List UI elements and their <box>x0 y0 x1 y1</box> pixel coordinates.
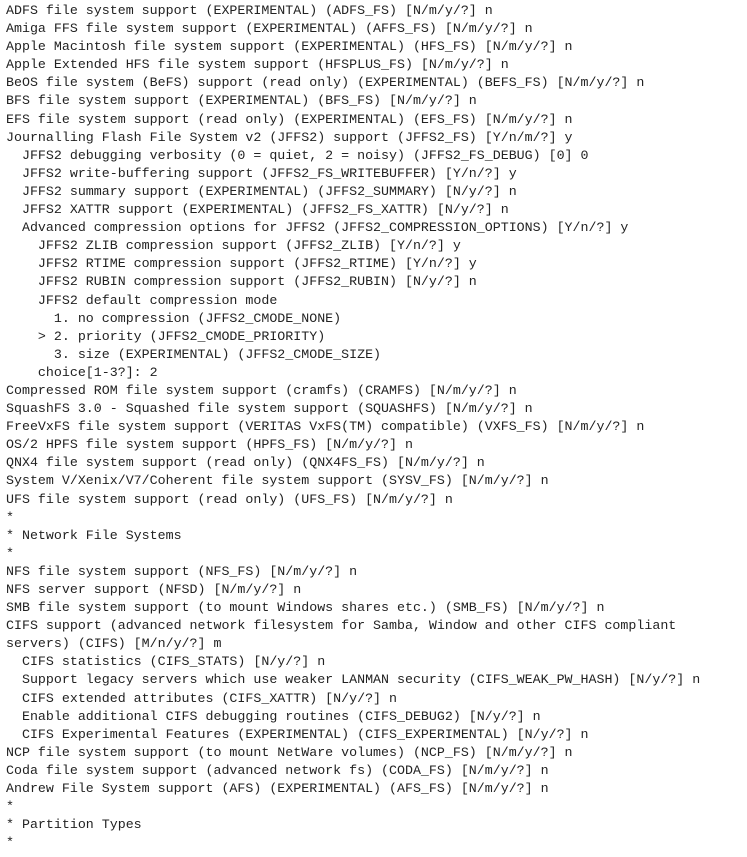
config-line-nfs: NFS file system support (NFS_FS) [N/m/y/?] n <box>6 563 358 579</box>
config-line-hpfs: OS/2 HPFS file system support (HPFS_FS) [N/m/y/?] n <box>6 437 413 453</box>
config-line-jffs2-rubin: JFFS2 RUBIN compression support (JFFS2_RUBIN) [N/y/?] n <box>6 274 477 290</box>
config-line-jffs2-debug: JFFS2 debugging verbosity (0 = quiet, 2 = noisy) (JFFS2_FS_DEBUG) [0] 0 <box>6 147 589 163</box>
choice-option-none: 1. no compression (JFFS2_CMODE_NONE) <box>6 310 342 326</box>
section-separator: * <box>6 799 14 815</box>
config-line-hfs: Apple Macintosh file system support (EXPERIMENTAL) (HFS_FS) [N/m/y/?] n <box>6 39 573 55</box>
config-line-jffs2-summary: JFFS2 summary support (EXPERIMENTAL) (JFFS2_SUMMARY) [N/y/?] n <box>6 183 517 199</box>
config-line-codafs: Coda file system support (advanced network fs) (CODA_FS) [N/m/y/?] n <box>6 762 549 778</box>
config-line-nfsd: NFS server support (NFSD) [N/m/y/?] n <box>6 582 302 597</box>
section-heading-partition-types: * Partition Types <box>6 817 142 833</box>
config-line-jffs2-xattr: JFFS2 XATTR support (EXPERIMENTAL) (JFFS2_FS_XATTR) [N/y/?] n <box>6 202 509 218</box>
config-line-cifs-debug2: Enable additional CIFS debugging routines (CIFS_DEBUG2) [N/y/?] n <box>6 708 541 724</box>
config-line-affs: Amiga FFS file system support (EXPERIMENTAL) (AFFS_FS) [N/m/y/?] n <box>6 21 533 37</box>
config-line-bfs: BFS file system support (EXPERIMENTAL) (BFS_FS) [N/m/y/?] n <box>6 93 477 109</box>
config-line-jffs2-writebuffer: JFFS2 write-buffering support (JFFS2_FS_WRITEBUFFER) [Y/n/?] y <box>6 165 517 181</box>
config-line-cifs-xattr: CIFS extended attributes (CIFS_XATTR) [N/y/?] n <box>6 690 397 706</box>
config-line-smbfs: SMB file system support (to mount Windows shares etc.) (SMB_FS) [N/m/y/?] n <box>6 600 605 616</box>
config-line-adfs: ADFS file system support (EXPERIMENTAL) (ADFS_FS) [N/m/y/?] n <box>6 3 493 18</box>
config-line-ufs: UFS file system support (read only) (UFS_FS) [N/m/y/?] n <box>6 491 453 507</box>
choice-option-priority: > 2. priority (JFFS2_CMODE_PRIORITY) <box>6 328 326 344</box>
config-line-qnx4fs: QNX4 file system support (read only) (QNX4FS_FS) [N/m/y/?] n <box>6 455 485 471</box>
config-line-cifs-stats: CIFS statistics (CIFS_STATS) [N/y/?] n <box>6 654 326 670</box>
config-line-cifs-experimental: CIFS Experimental Features (EXPERIMENTAL) (CIFS_EXPERIMENTAL) [N/y/?] n <box>6 726 589 742</box>
config-line-vxfs: FreeVxFS file system support (VERITAS VxFS(TM) compatible) (VXFS_FS) [N/m/y/?] n <box>6 419 645 435</box>
choice-prompt: choice[1-3?]: 2 <box>6 364 158 380</box>
config-line-jffs2-rtime: JFFS2 RTIME compression support (JFFS2_RTIME) [Y/n/?] y <box>6 256 477 272</box>
config-line-afs: Andrew File System support (AFS) (EXPERIMENTAL) (AFS_FS) [N/m/y/?] n <box>6 781 549 797</box>
config-line-squashfs: SquashFS 3.0 - Squashed file system support (SQUASHFS) [N/m/y/?] n <box>6 401 533 417</box>
section-heading-network-fs: * Network File Systems <box>6 527 182 543</box>
section-separator: * <box>6 509 14 525</box>
config-line-ncpfs: NCP file system support (to mount NetWare volumes) (NCP_FS) [N/m/y/?] n <box>6 744 573 760</box>
config-line-jffs2-cmode-heading: JFFS2 default compression mode <box>6 292 278 308</box>
config-line-efs: EFS file system support (read only) (EXPERIMENTAL) (EFS_FS) [N/m/y/?] n <box>6 111 573 127</box>
section-separator: * <box>6 545 14 561</box>
choice-option-size: 3. size (EXPERIMENTAL) (JFFS2_CMODE_SIZE) <box>6 346 382 362</box>
config-line-cramfs: Compressed ROM file system support (cramfs) (CRAMFS) [N/m/y/?] n <box>6 382 517 398</box>
config-line-jffs2-compression-options: Advanced compression options for JFFS2 (JFFS2_COMPRESSION_OPTIONS) [Y/n/?] y <box>6 220 629 236</box>
terminal-output <box>6 2 747 852</box>
config-line-cifs: CIFS support (advanced network filesystem for Samba, Window and other CIFS compliant <box>6 618 677 634</box>
config-line-hfsplus: Apple Extended HFS file system support (HFSPLUS_FS) [N/m/y/?] n <box>6 57 509 73</box>
config-line-cifs-weak-pw-hash: Support legacy servers which use weaker LANMAN security (CIFS_WEAK_PW_HASH) [N/y/?] n <box>6 672 701 688</box>
config-line-sysv: System V/Xenix/V7/Coherent file system support (SYSV_FS) [N/m/y/?] n <box>6 473 549 489</box>
config-line-jffs2-zlib: JFFS2 ZLIB compression support (JFFS2_ZLIB) [Y/n/?] y <box>6 238 461 254</box>
config-line-jffs2: Journalling Flash File System v2 (JFFS2) support (JFFS2_FS) [Y/n/m/?] y <box>6 129 573 145</box>
config-line-befs: BeOS file system (BeFS) support (read only) (EXPERIMENTAL) (BEFS_FS) [N/m/y/?] n <box>6 75 645 91</box>
config-line-cifs-cont: servers) (CIFS) [M/n/y/?] m <box>6 636 222 652</box>
section-separator: * <box>6 835 14 851</box>
